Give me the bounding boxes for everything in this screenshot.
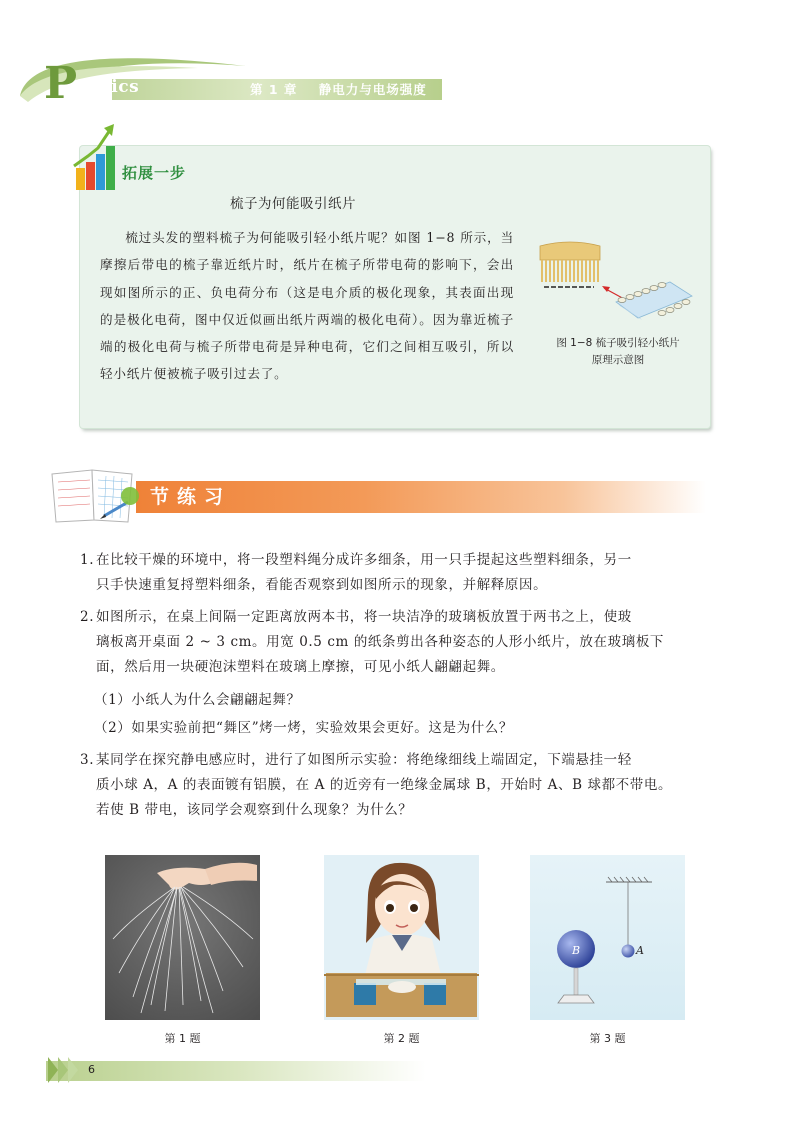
figure-3-caption: 第 3 题 (589, 1032, 626, 1045)
section-title: 节练习 (150, 486, 232, 508)
question-2-sub-2: （2）如果实验前把“舞区”烤一烤，实验效果会更好。这是为什么？ (94, 720, 513, 736)
comb-paper-diagram (530, 236, 706, 332)
figure-1-8-caption (528, 335, 708, 369)
question-1 (80, 548, 712, 598)
bar-chart-icon (70, 122, 122, 194)
question-3 (80, 748, 712, 823)
extension-title: 梳子为何能吸引纸片 (230, 196, 356, 212)
ball-a-label: A (636, 944, 644, 957)
question-text: 面，然后用一块硬泡沫塑料在玻璃上摩擦，可见小纸人翩翩起舞。 (96, 659, 505, 675)
footer-bar (46, 1061, 426, 1081)
extension-body: 梳过头发的塑料梳子为何能吸引轻小纸片呢？如图 1−8 所示，当摩擦后带电的梳子靠近纸片时，纸片在梳子所带电荷的影响下，会出现如图所示的正、负电荷分布（这是电介质的极化现象，其表面出现的是极化电荷，图中仅近似画出纸片两端的极化电荷）。因为靠近梳子端的极化电荷与梳子所带电荷是异种电荷，它们之间相互吸引，所以轻小纸片便被梳子吸引过去了。 (100, 230, 514, 382)
page-number: 6 (88, 1063, 95, 1076)
figure-2-caption: 第 2 题 (383, 1032, 420, 1045)
figure-electrostatic-induction (530, 855, 685, 1020)
question-2 (80, 605, 712, 680)
question-number: 3. (80, 752, 95, 768)
notebook-icon (48, 466, 140, 526)
question-2-sub-1: （1）小纸人为什么会翩翩起舞？ (94, 692, 301, 708)
figure-caption-line1: 图 1−8 梳子吸引轻小纸片 (556, 337, 680, 349)
figure-caption-line2: 原理示意图 (591, 354, 645, 366)
figure-girl-experiment (324, 855, 479, 1020)
chevron-right-icon (46, 1055, 86, 1085)
question-text: 璃板离开桌面 2 ~ 3 cm。用宽 0.5 cm 的纸条剪出各种姿态的人形小纸片，放在玻璃板下 (96, 634, 665, 650)
header-logo-text: hysics (78, 77, 140, 97)
question-text: 质小球 A，A 的表面镀有铝膜，在 A 的近旁有一绝缘金属球 B，开始时 A、B 球都不带电。 (96, 777, 673, 793)
figure-plastic-strands (105, 855, 260, 1020)
figure-1-caption: 第 1 题 (164, 1032, 201, 1045)
question-text: 只手快速重复捋塑料细条，看能否观察到如图所示的现象，并解释原因。 (96, 577, 548, 593)
electrostatic-induction-diagram (530, 855, 685, 1020)
extension-tag: 拓展一步 (122, 164, 187, 182)
question-number: 1. (80, 552, 95, 568)
girl-experiment-illustration (324, 855, 479, 1020)
question-text: 某同学在探究静电感应时，进行了如图所示实验：将绝缘细线上端固定，下端悬挂一轻 (96, 752, 632, 768)
question-text: 若使 B 带电，该同学会观察到什么现象？为什么？ (96, 802, 413, 818)
question-text: 如图所示，在桌上间隔一定距离放两本书，将一块洁净的玻璃板放置于两书之上，使玻 (96, 609, 632, 625)
question-number: 2. (80, 609, 95, 625)
chapter-title: 第 1 章 静电力与电场强度 (250, 82, 427, 97)
question-text: 在比较干燥的环境中，将一段塑料绳分成许多细条，用一只手提起这些塑料细条，另一 (96, 552, 632, 568)
header-logo-letter: P (44, 58, 78, 109)
plastic-strands-illustration (105, 855, 260, 1020)
ball-b-label: B (572, 944, 581, 957)
